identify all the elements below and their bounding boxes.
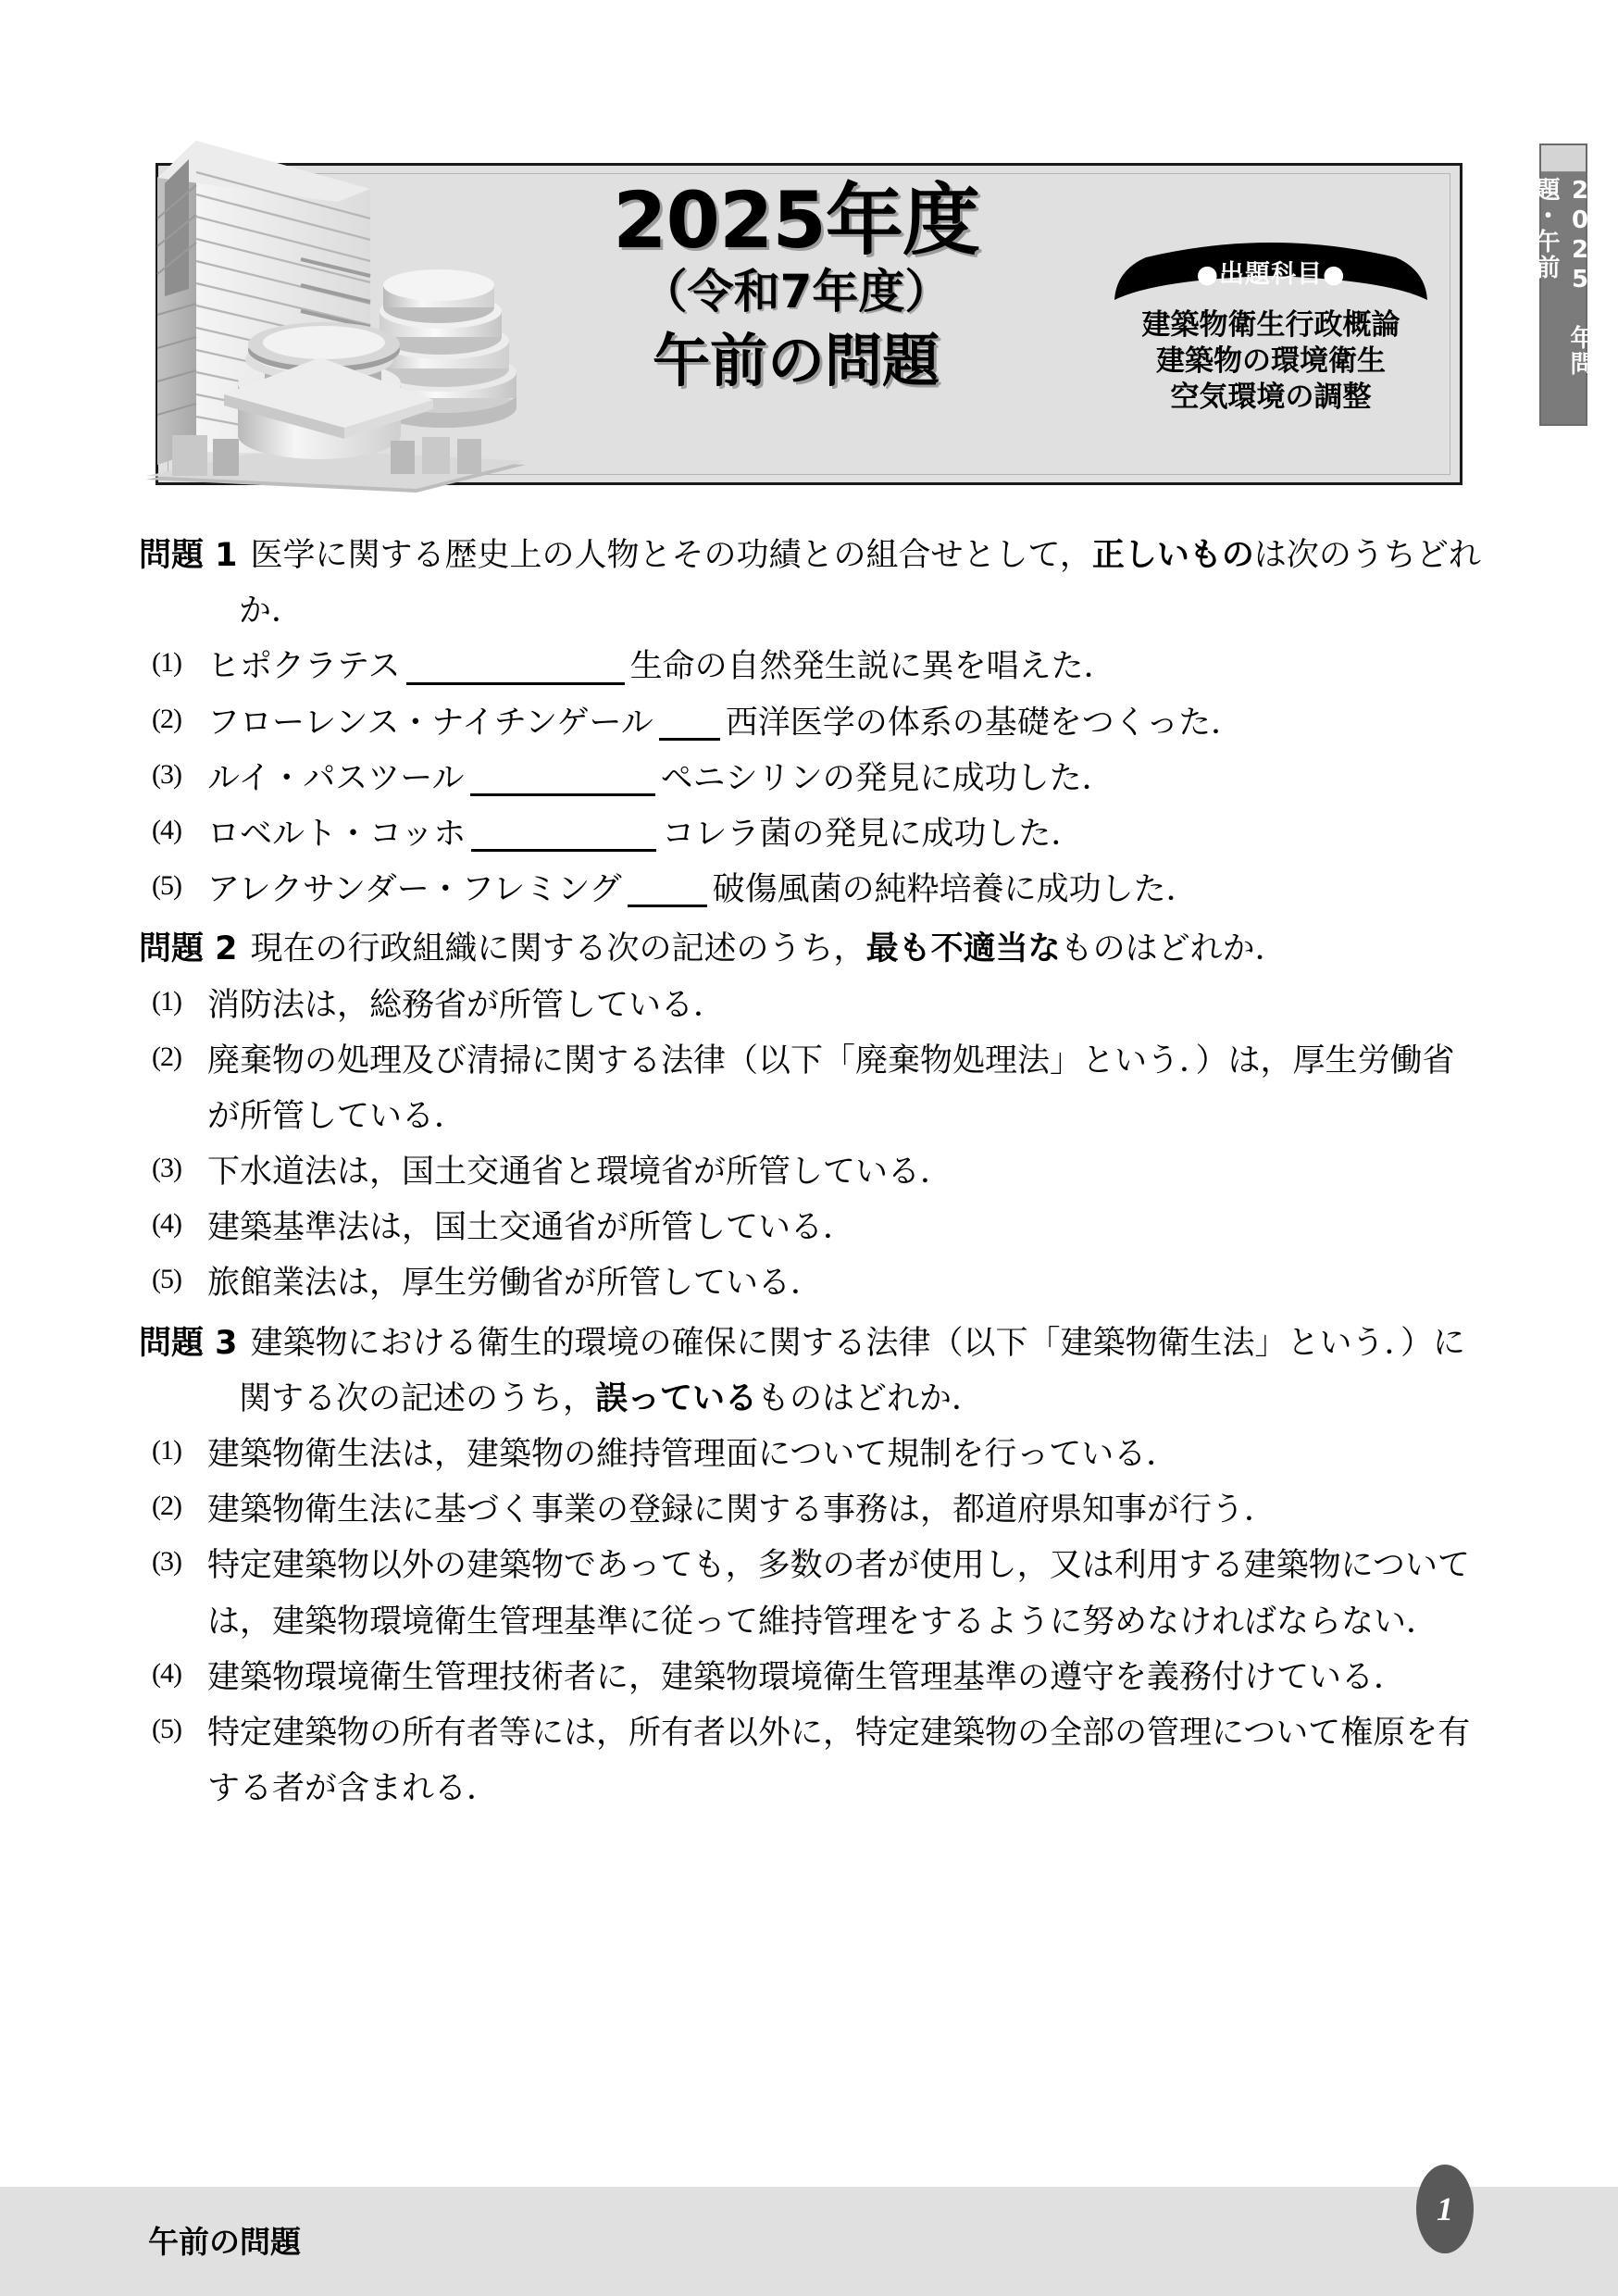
building-illustration (139, 130, 537, 500)
choice-number: (2) (152, 1041, 181, 1072)
choice-text: 特定建築物以外の建築物であっても，多数の者が使用し，又は利用する建築物については，建築物環境衛生管理基準に従って維持管理をするように努めなければならない． (207, 1547, 1470, 1640)
choice-text: 建築物衛生法に基づく事業の登録に関する事務は，都道府県知事が行う． (207, 1491, 1277, 1529)
question-stem-emphasis: 正しいもの (1091, 537, 1254, 574)
choice-number: (4) (152, 1208, 181, 1240)
footer-label: 午前の問題 (148, 2224, 301, 2260)
choice-number: (5) (152, 1713, 181, 1744)
choice-left-term: アレクサンダー・フレミング (207, 871, 622, 908)
choice-number: (1) (152, 647, 181, 679)
subject-item-2: 建築物の環境衛生 (1156, 344, 1386, 379)
question-number: 問題 2 (139, 930, 238, 968)
choice-right-term: ペニシリンの発見に成功した． (660, 759, 1114, 796)
choice-text: 下水道法は，国土交通省と環境省が所管している． (207, 1154, 953, 1191)
choice-leader-line (628, 905, 707, 907)
question-stem-text-tail: は次のうちどれか． (239, 537, 1481, 630)
choice-number: (3) (152, 1153, 181, 1184)
question-stem-text: 医学に関する歴史上の人物とその功績との組合せとして， (250, 537, 1092, 573)
title-block (518, 175, 1074, 395)
question-block (139, 921, 1481, 1311)
question-stem-text: 建築物における衛生的環境の確保に関する法律（以下「建築物衛生法」という．）に関する次の記述のうち， (239, 1324, 1466, 1416)
choice-number: (1) (152, 1435, 181, 1466)
subjects-ribbon-label: ●出題科目● (1196, 260, 1346, 289)
page-number: 1 (1437, 2190, 1453, 2227)
choice-number: (4) (152, 814, 181, 845)
choice-row[interactable] (139, 1144, 1481, 1200)
choice-text: 廃棄物の処理及び清掃に関する法律（以下「廃棄物処理法」という．）は，厚生労働省が所管している． (207, 1042, 1455, 1134)
choice-row[interactable] (139, 978, 1481, 1033)
page-title-year: 2025年度 (613, 175, 979, 266)
choice-right-term: 破傷風菌の純粋培養に成功した． (712, 871, 1199, 908)
choice-number: (2) (152, 1491, 181, 1522)
side-tab (1532, 144, 1594, 426)
subjects-ribbon (1109, 239, 1433, 304)
choice-row[interactable] (139, 1705, 1481, 1816)
choice-right-term: コレラ菌の発見に成功した． (662, 815, 1084, 852)
choice-leader-line (406, 682, 625, 685)
choice-row[interactable] (139, 806, 1481, 862)
question-number: 問題 1 (139, 537, 238, 574)
choice-left-term: ロベルト・コッホ (207, 815, 467, 852)
choice-row[interactable] (139, 1427, 1481, 1482)
question-block (139, 1316, 1481, 1817)
choice-row[interactable] (139, 751, 1481, 806)
choice-text: 旅館業法は，厚生労働省が所管している． (207, 1265, 824, 1302)
choice-row[interactable] (139, 1033, 1481, 1144)
choice-row[interactable] (139, 1255, 1481, 1311)
subject-item-3: 空気環境の調整 (1170, 381, 1372, 415)
choice-text: 建築基準法は，国土交通省が所管している． (207, 1209, 856, 1246)
question-stem-emphasis: 最も不適当な (865, 930, 1061, 968)
choice-right-term: 西洋医学の体系の基礎をつくった． (725, 704, 1244, 741)
question-block (139, 528, 1481, 917)
choice-text: 特定建築物の所有者等には，所有者以外に，特定建築物の全部の管理について権原を有する者が含まれる． (207, 1714, 1471, 1807)
choice-number: (2) (152, 703, 181, 734)
side-tab-cap (1541, 145, 1586, 172)
choice-row[interactable] (139, 1482, 1481, 1538)
choice-text: 消防法は，総務省が所管している． (207, 986, 727, 1023)
choice-leader-line (470, 793, 655, 796)
choice-left-term: ルイ・パスツール (207, 759, 465, 796)
questions-container (139, 528, 1481, 1820)
question-stem (139, 921, 1481, 977)
question-stem-text-tail: ものはどれか． (1060, 930, 1288, 967)
choice-row[interactable] (139, 1538, 1481, 1649)
choice-row[interactable] (139, 1650, 1481, 1705)
choice-right-term: 生命の自然発生説に異を唱えた． (629, 648, 1116, 685)
question-stem (139, 528, 1481, 639)
page-number-badge (1416, 2165, 1474, 2253)
question-stem (139, 1316, 1481, 1427)
choice-number: (5) (152, 870, 181, 902)
page-title-era: （令和7年度） (641, 265, 952, 318)
choice-left-term: ヒポクラテス (207, 648, 401, 685)
choice-number: (3) (152, 758, 181, 790)
subjects-panel (1090, 239, 1451, 416)
question-stem-emphasis: 誤っている (595, 1379, 758, 1417)
choice-leader-line (659, 738, 720, 741)
question-stem-text-tail: ものはどれか． (757, 1379, 985, 1416)
choice-number: (4) (152, 1657, 181, 1689)
choice-row[interactable] (139, 639, 1481, 694)
choice-text: 建築物環境衛生管理技術者に，建築物環境衛生管理基準の遵守を義務付けている． (207, 1658, 1407, 1695)
choice-left-term: フローレンス・ナイチンゲール (207, 704, 653, 741)
subject-item-1: 建築物衛生行政概論 (1141, 308, 1400, 342)
choice-leader-line (471, 849, 656, 852)
choice-number: (3) (152, 1546, 181, 1578)
choice-number: (5) (152, 1264, 181, 1295)
page-title-session: 午前の問題 (652, 326, 940, 394)
choice-row[interactable] (139, 695, 1481, 751)
side-tab-label: 2025 年問題・午前 (1532, 177, 1594, 377)
choice-number: (1) (152, 985, 181, 1017)
choice-row[interactable] (139, 1200, 1481, 1255)
question-stem-text: 現在の行政組織に関する次の記述のうち， (250, 930, 866, 967)
choice-text: 建築物衛生法は，建築物の維持管理面について規制を行っている． (207, 1436, 1179, 1472)
footer-bar (0, 2187, 1618, 2296)
question-number: 問題 3 (139, 1324, 238, 1362)
choice-row[interactable] (139, 862, 1481, 917)
